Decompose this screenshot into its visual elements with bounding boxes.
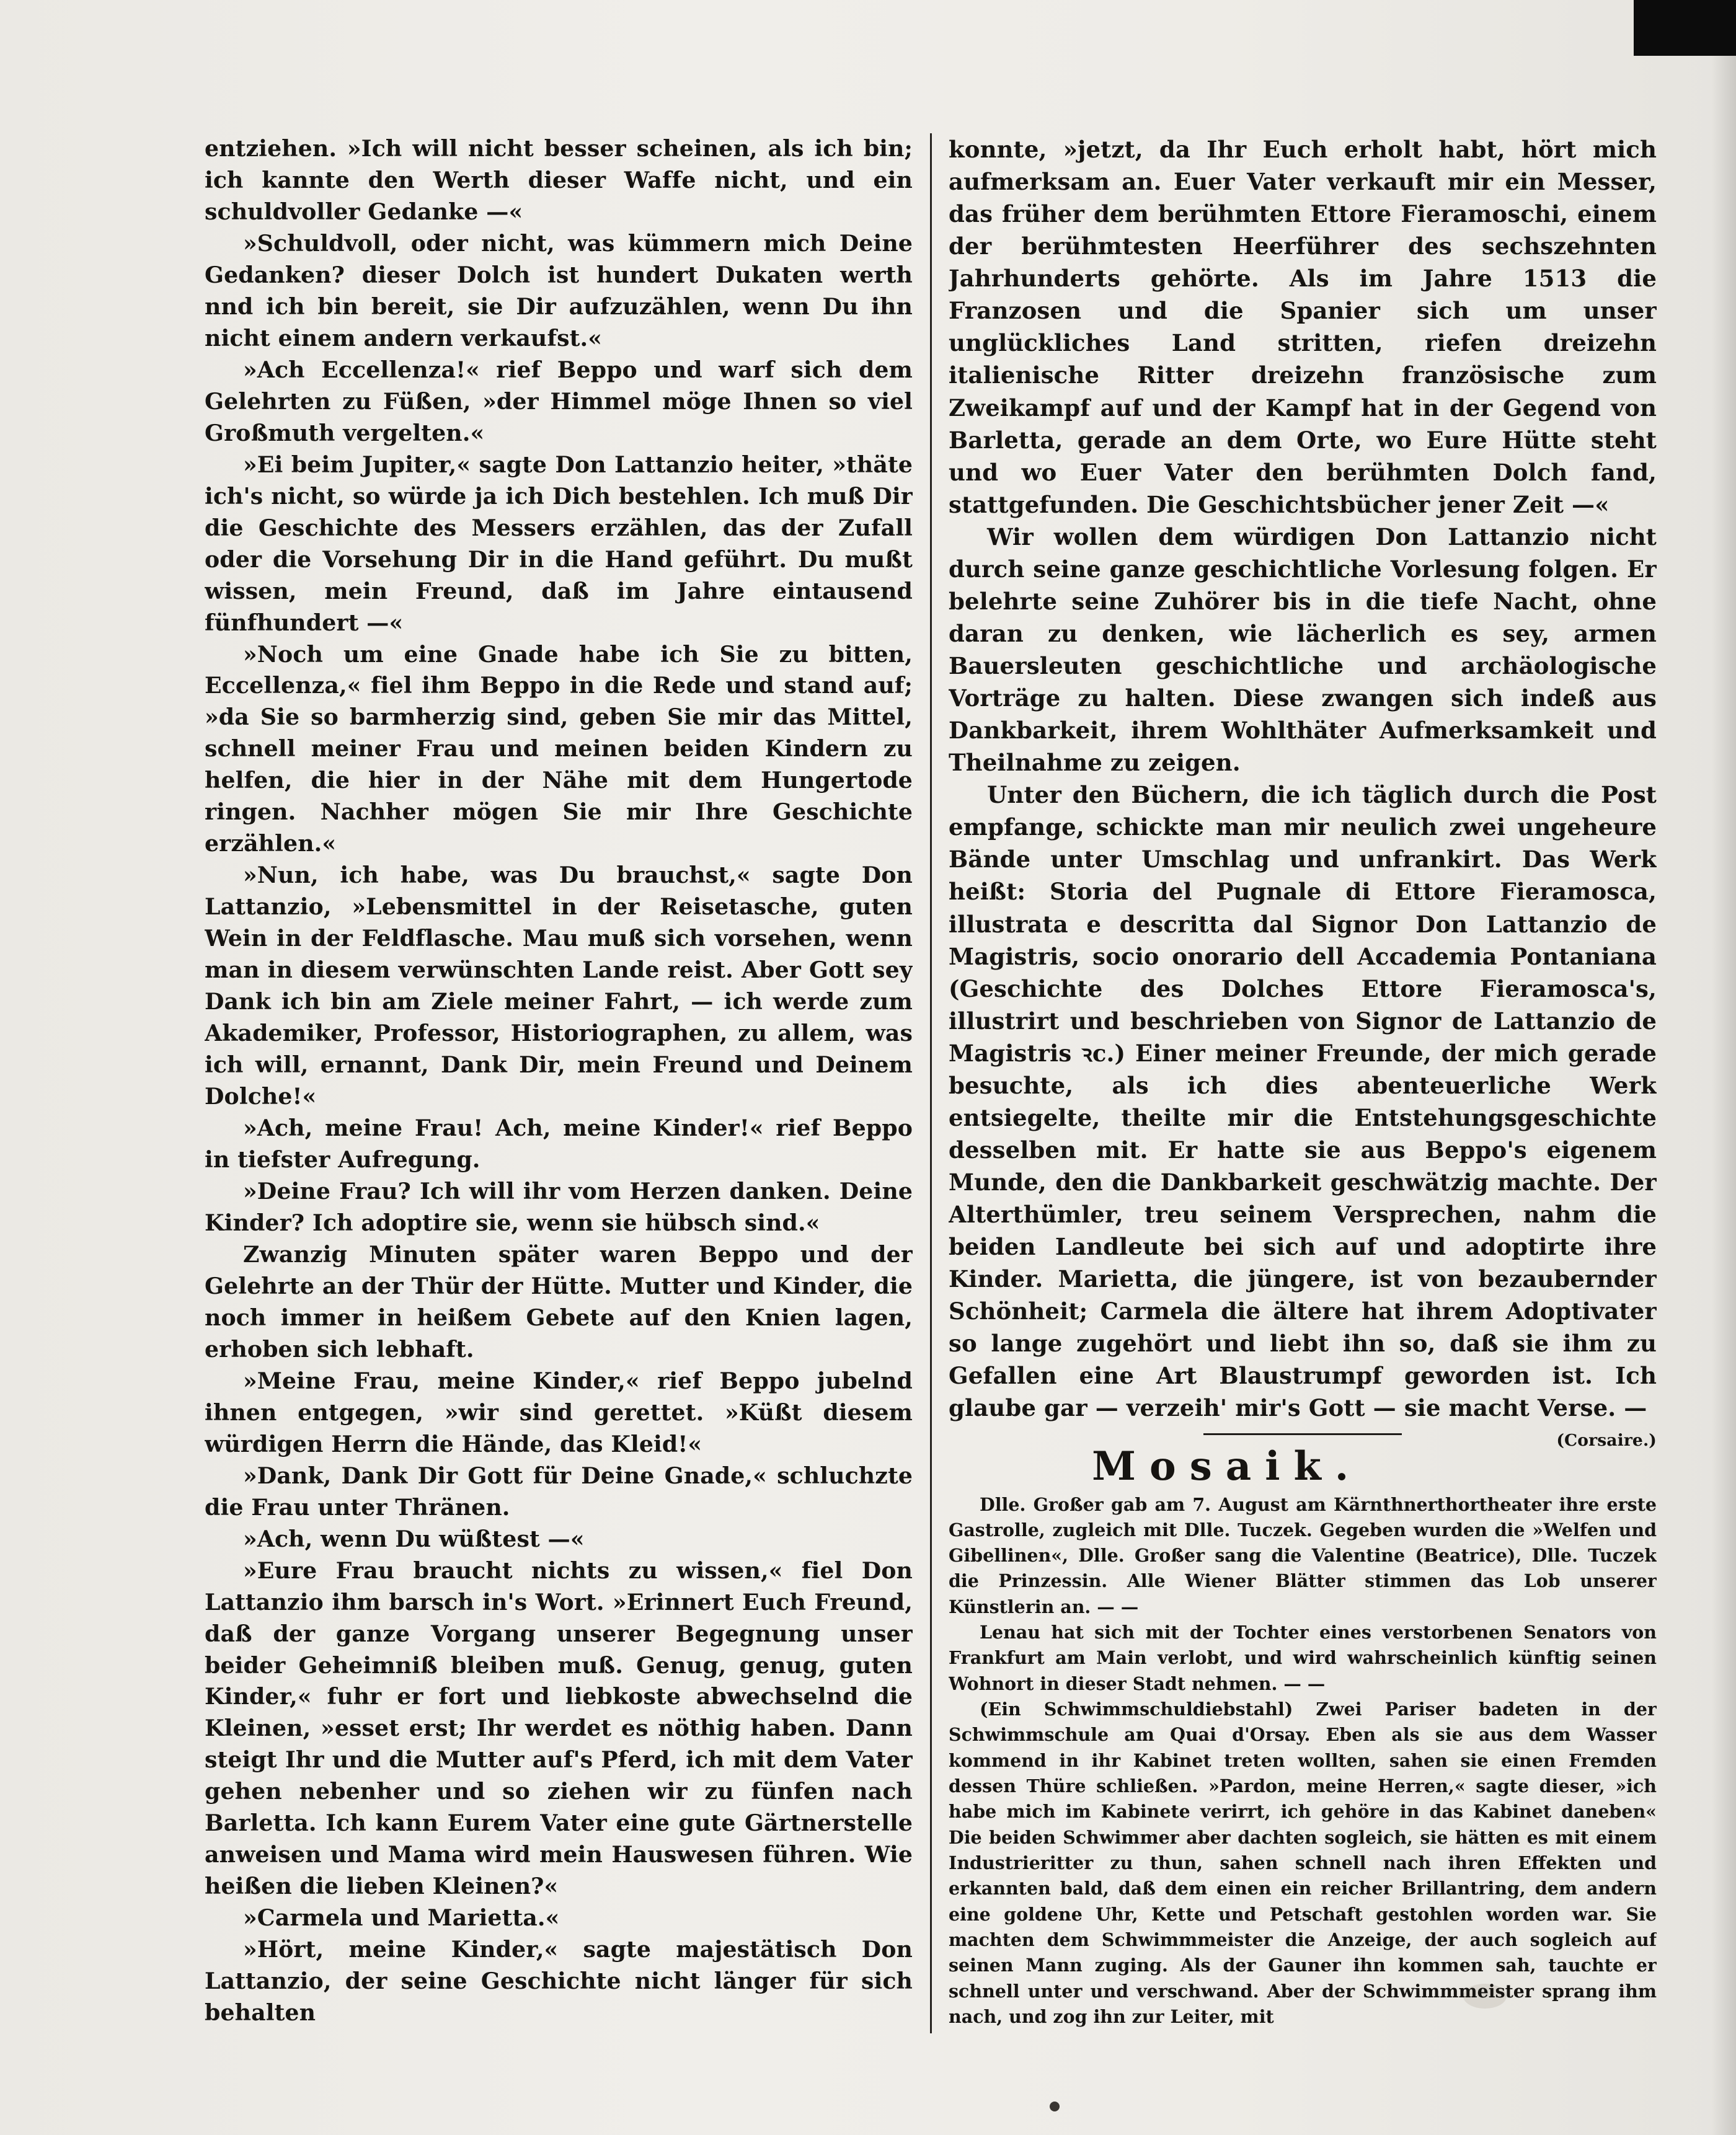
- paragraph-text: »Carmela und Marietta.«: [243, 1904, 560, 1932]
- paragraph-text: »Ach, wenn Du wüßtest —«: [243, 1525, 585, 1552]
- paragraph-text: Wir wollen dem würdigen Don Lattanzio nicht durch seine ganze geschichtliche Vorlesung folgen. Er belehrte seine Zuhörer bis in die tiefe Nacht, ohne daran zu denken, wie lächerlich es sey, armen Bauersleuten geschichtliche und archäologische Vorträge zu halten. Diese zwangen sich indeß aus Dankbarkeit, ihrem Wohlthäter Aufmerksamkeit und Theilnahme zu zeigen.: [949, 523, 1657, 777]
- paragraph: [205, 1934, 913, 2029]
- paragraph-text: Unter den Büchern, die ich täglich durch die Post empfange, schickte man mir neulich zwei ungeheure Bände unter Umschlag und unfrankirt. Das Werk heißt: Storia del Pugnale di Ettore Fieramosca, illustrata e descritta dal Signor Don Lattanzio de Magistris, socio onorario dell Accademia Pontaniana (Geschichte des Dolches Ettore Fieramosca's, illustrirt und beschrieben von Signor de Lattanzio de Magistris ꝛc.) Einer meiner Freunde, der mich gerade besuchte, als ich dies abenteuerliche Werk entsiegelte, theilte mir die Entstehungsgeschichte desselben mit. Er hatte sie aus Beppo's eigenem Munde, den die Dankbarkeit geschwätzig machte. Der Alterthümler, treu seinem Versprechen, nahm die beiden Landleute bei sich auf und adoptirte ihre Kinder. Marietta, die jüngere, ist von bezaubernder Schönheit; Carmela die ältere hat ihrem Adoptivater so lange zugehört und liebt ihn so, daß sie ihm zu Gefallen eine Art Blaustrumpf geworden ist. Ich glaube gar — verzeih' mir's Gott — sie macht Verse. —: [949, 781, 1657, 1422]
- paragraph: [205, 228, 913, 355]
- left-column: [205, 133, 913, 2040]
- paragraph: [949, 521, 1657, 779]
- paragraph: [205, 1366, 913, 1461]
- section-rule: [1203, 1433, 1402, 1435]
- paragraph: [205, 355, 913, 449]
- paragraph: [205, 860, 913, 1113]
- paragraph-text: »Meine Frau, meine Kinder,« rief Beppo jubelnd ihnen entgegen, »wir sind gerettet. »Küßt diesem würdigen Herrn die Hände, das Kleid!«: [205, 1367, 913, 1457]
- paragraph: [949, 133, 1657, 521]
- paragraph: [205, 1176, 913, 1239]
- paragraph-text: »Dank, Dank Dir Gott für Deine Gnade,« schluchzte die Frau unter Thränen.: [205, 1462, 913, 1521]
- mosaik-item: Dlle. Großer gab am 7. August am Kärnthnerthortheater ihre erste Gastrolle, zugleich mit Dlle. Tuczek. Gegeben wurden die »Welfen und Gibellinen«, Dlle. Großer sang die Valentine (Beatrice), Dlle. Tuczek die Prinzessin. Alle Wiener Blätter stimmen das Lob unserer Künstlerin an. — —: [949, 1493, 1657, 1617]
- mosaik-section: [949, 1492, 1657, 2030]
- section-title: Mosaik.: [1092, 1443, 1363, 1490]
- paragraph-text: »Ei beim Jupiter,« sagte Don Lattanzio heiter, »thäte ich's nicht, so würde ja ich Dich bestehlen. Ich muß Dir die Geschichte des Messers erzählen, das der Zufall oder die Vorsehung Dir in die Hand geführt. Du mußt wissen, mein Freund, daß im Jahre eintausend fünfhundert —«: [205, 451, 913, 636]
- paragraph-text: »Ach Eccellenza!« rief Beppo und warf sich dem Gelehrten zu Füßen, »der Himmel möge Ihnen so viel Großmuth vergelten.«: [205, 356, 913, 446]
- column-divider: [930, 133, 932, 2033]
- paragraph: [205, 1461, 913, 1524]
- paragraph-text: »Schuldvoll, oder nicht, was kümmern mich Deine Gedanken? dieser Dolch ist hundert Dukaten werth nnd ich bin bereit, sie Dir aufzuzählen, wenn Du ihn nicht einem andern verkaufst.«: [205, 229, 913, 351]
- paragraph: [949, 779, 1657, 1450]
- paragraph: [205, 449, 913, 639]
- paragraph-text: konnte, »jetzt, da Ihr Euch erholt habt, hört mich aufmerksam an. Euer Vater verkauft mir ein Messer, das früher dem berühmten Ettore Fieramoschi, einem der berühmtesten Heerführer des sechszehnten Jahrhunderts gehörte. Als im Jahre 1513 die Franzosen und die Spanier sich um unser unglückliches Land stritten, riefen dreizehn italienische Ritter dreizehn französische zum Zweikampf auf und der Kampf hat in der Gegend von Barletta, gerade an dem Orte, wo Eure Hütte steht und wo Euer Vater den berühmten Dolch fand, stattgefunden. Die Geschichtsbücher jener Zeit —«: [949, 136, 1657, 518]
- ink-dot: [1050, 2102, 1060, 2111]
- paragraph-text: »Hört, meine Kinder,« sagte majestätisch Don Lattanzio, der seine Geschichte nicht länger für sich behalten: [205, 1936, 913, 2027]
- paragraph-text: »Deine Frau? Ich will ihr vom Herzen danken. Deine Kinder? Ich adoptire sie, wenn sie hübsch sind.«: [205, 1177, 913, 1236]
- paragraph-text: Zwanzig Minuten später waren Beppo und der Gelehrte an der Thür der Hütte. Mutter und Kinder, die noch immer in heißem Gebete auf den Knien lagen, erhoben sich lebhaft.: [205, 1240, 913, 1363]
- paragraph: [205, 1903, 913, 1934]
- mosaik-item: (Ein Schwimmschuldiebstahl) Zwei Pariser badeten in der Schwimmschule am Quai d'Orsay. Eben als sie aus dem Wasser kommend in ihr Kabinet treten wollten, sahen sie einen Fremden dessen Thüre schließen. »Pardon, meine Herren,« sagte dieser, »ich habe mich im Kabinete verirrt, ich gehöre in das Kabinet daneben« Die beiden Schwimmer aber dachten sogleich, sie hätten es mit einem Industrieritter zu thun, sahen schnell nach ihren Effekten und erkannten bald, daß dem einen ein reicher Brillantring, dem andern eine goldene Uhr, Kette und Petschaft gestohlen worden war. Sie machten dem Schwimmmeister die Anzeige, der auch sogleich auf seinen Mann zuging. Als der Gauner ihn kommen sah, tauchte er schnell unter und verschwand. Aber der Schwimmmeister sprang ihm nach, und zog ihn zur Leiter, mit: [949, 1699, 1657, 2028]
- right-column: [949, 133, 1657, 2040]
- mosaik-item: Lenau hat sich mit der Tochter eines verstorbenen Senators von Frankfurt am Main verlobt, und wird wahrscheinlich künftig seinen Wohnort in dieser Stadt nehmen. — —: [949, 1622, 1657, 1694]
- paragraph: [205, 639, 913, 860]
- paragraph-text: »Ach, meine Frau! Ach, meine Kinder!« rief Beppo in tiefster Aufregung.: [205, 1115, 913, 1173]
- paragraph-text: »Nun, ich habe, was Du brauchst,« sagte Don Lattanzio, »Lebensmittel in der Reisetasche, guten Wein in der Feldflasche. Mau muß sich vorsehen, wenn man in diesem verwünschten Lande reist. Aber Gott sey Dank ich bin am Ziele meiner Fahrt, — ich werde zum Akademiker, Professor, Historiographen, zu allem, was ich will, ernannt, Dank Dir, mein Freund und Deinem Dolche!«: [205, 862, 913, 1110]
- paragraph-text: entziehen. »Ich will nicht besser scheinen, als ich bin; ich kannte den Werth dieser Waffe nicht, und ein schuldvoller Gedanke —«: [205, 135, 913, 225]
- page-edge-shadow: [1711, 56, 1736, 2135]
- paragraph: [205, 1239, 913, 1366]
- story-continuation: [949, 133, 1657, 1450]
- source-attribution: (Corsaire.): [1556, 1430, 1657, 1450]
- paragraph: [205, 1555, 913, 1903]
- paragraph: [205, 1524, 913, 1555]
- paragraph-text: »Eure Frau braucht nichts zu wissen,« fiel Don Lattanzio ihm barsch in's Wort. »Erinnert Euch Freund, daß der ganze Vorgang unserer Begegnung unser beider Geheimniß bleiben muß. Genug, genug, guten Kinder,« fuhr er fort und liebkoste abwechselnd die Kleinen, »esset erst; Ihr werdet es nöthig haben. Dann steigt Ihr und die Mutter auf's Pferd, ich mit dem Vater gehen nebenher und so ziehen wir zu fünfen nach Barletta. Ich kann Eurem Vater eine gute Gärtnerstelle anweisen und Mama wird mein Hauswesen führen. Wie heißen die lieben Kleinen?«: [205, 1557, 913, 1900]
- paragraph: [205, 133, 913, 228]
- paragraph: [205, 1113, 913, 1176]
- scan-border: [1634, 0, 1736, 56]
- paragraph-text: »Noch um eine Gnade habe ich Sie zu bitten, Eccellenza,« fiel ihm Beppo in die Rede und stand auf; »da Sie so barmherzig sind, geben Sie mir das Mittel, schnell meiner Frau und meinen beiden Kindern zu helfen, die hier in der Nähe mit dem Hungertode ringen. Nachher mögen Sie mir Ihre Geschichte erzählen.«: [205, 640, 913, 857]
